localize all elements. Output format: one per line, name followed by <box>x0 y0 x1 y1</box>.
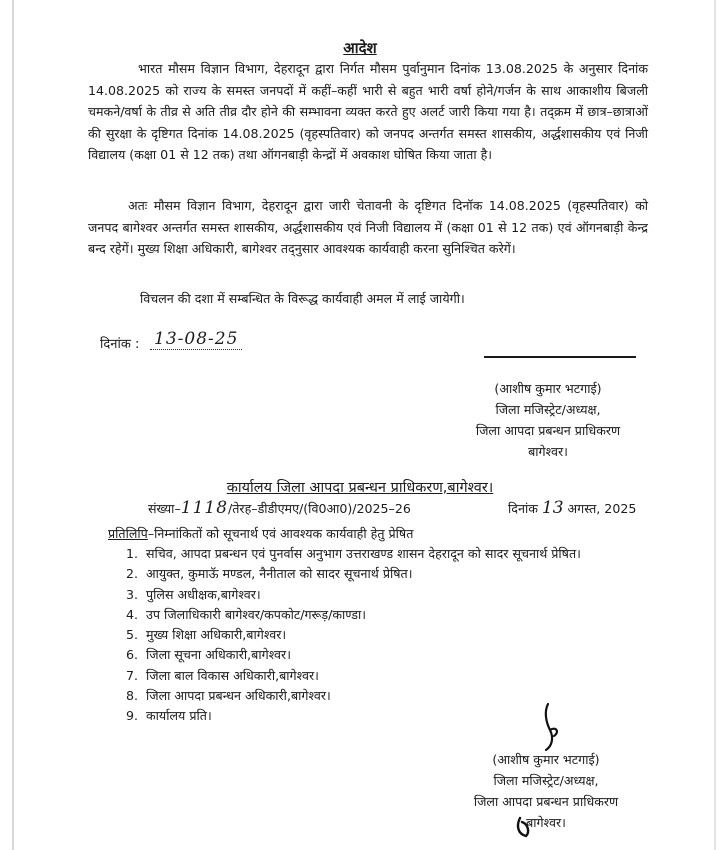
list-item <box>100 625 581 645</box>
item-number: 2. <box>125 566 138 582</box>
copy-label: प्रतिलिपि <box>108 526 148 541</box>
handwritten-initial-mark <box>512 812 536 842</box>
signatory-name: (आशीष कुमार भटगाई) <box>494 381 602 396</box>
page-edge-right <box>714 0 716 850</box>
list-item <box>100 686 581 706</box>
recipient-list <box>100 544 581 727</box>
signatory-authority: जिला आपदा प्रबन्धन प्राधिकरण <box>473 794 619 809</box>
item-text: जिला आपदा प्रबन्धन अधिकारी,बागेश्वर। <box>146 688 331 704</box>
ref-rest: /तेरह–डीडीएमए/(वि0आ0)/2025–26 <box>228 501 411 516</box>
handwritten-signature-mark <box>530 700 570 756</box>
list-item <box>100 585 581 605</box>
signatory-block-2 <box>446 749 646 833</box>
item-number: 9. <box>125 708 138 724</box>
reference-date <box>508 498 636 518</box>
item-text: उप जिलाधिकारी बागेश्वर/कपकोट/गरूड़/काण्डा। <box>146 606 367 622</box>
ref-date-rest: अगस्त, 2025 <box>567 501 637 516</box>
item-number: 4. <box>125 606 138 622</box>
copy-text: –निम्नांकितों को सूचनार्थ एवं आवश्यक कार्यवाही हेतु प्रेषित <box>147 526 414 541</box>
list-item <box>100 666 581 686</box>
signature-line <box>484 356 636 358</box>
signatory-designation: जिला मजिस्ट्रेट/अध्यक्ष, <box>493 773 599 788</box>
signatory-designation: जिला मजिस्ट्रेट/अध्यक्ष, <box>495 402 601 417</box>
item-number: 6. <box>125 647 138 663</box>
item-text: मुख्य शिक्षा अधिकारी,बागेश्वर। <box>146 627 287 643</box>
order-paragraph-1: भारत मौसम विज्ञान विभाग, देहरादून द्वारा निर्गत मौसम पुर्वानुमान दिनांक 13.08.2025 के अनुसार दिनांक 14.08.2025 को राज्य के समस्त जनपदों में कहीं–कहीं भारी से बहुत भारी वर्षा होने/गर्जन के साथ आकाशीय बिजली चमकने/वर्षा के तीव्र से अति तीव्र दौर होने की सम्भावना व्यक्त करते हुए अलर्ट जारी किया गया है। तद्क्रम में छात्र–छात्राओं की सुरक्षा के दृष्टिगत दिनांक 14.08.2025 (वृहस्पतिवार) को जनपद अन्तर्गत समस्त शासकीय, अर्द्धशासकीय एवं निजी विद्यालय (कक्षा 01 से 12 तक) तथा ऑगनबाड़ी केन्द्रों में अवकाश घोषित किया जाता है। <box>88 61 648 162</box>
list-item <box>100 706 581 726</box>
item-text: कार्यालय प्रति। <box>146 708 212 724</box>
signatory-authority: जिला आपदा प्रबन्धन प्राधिकरण <box>475 423 621 438</box>
list-item <box>100 645 581 665</box>
item-text: जिला बाल विकास अधिकारी,बागेश्वर। <box>146 667 319 683</box>
item-number: 5. <box>125 627 138 643</box>
signatory-place: बागेश्वर। <box>526 815 566 830</box>
office-title: कार्यालय जिला आपदा प्रबन्धन प्राधिकरण,बागेश्वर। <box>226 480 494 496</box>
list-item <box>100 544 581 564</box>
item-number: 7. <box>125 667 138 683</box>
signatory-name: (आशीष कुमार भटगाई) <box>492 752 600 767</box>
item-text: जिला सूचना अधिकारी,बागेश्वर। <box>146 647 291 663</box>
order-date-handwritten: 13-08-25 <box>150 329 242 350</box>
ref-number-handwritten: 1118 <box>180 498 229 518</box>
ref-label: संख्या– <box>148 501 181 516</box>
item-number: 1. <box>125 546 138 561</box>
order-paragraph-2: अतः मौसम विज्ञान विभाग, देहरादून द्वारा जारी चेतावनी के दृष्टिगत दिनॉक 14.08.2025 (वृहस्पतिवार) को जनपद बागेश्वर अन्तर्गत समस्त शासकीय, अर्द्धशासकीय एवं निजी विद्यालय में (कक्षा 01 से 12 तक) एवं ऑगनबाड़ी केन्द्र बन्द रहेगें। मुख्य शिक्षा अधिकारी, बागेश्वर तद्नुसार आवश्यक कार्यवाही करना सुनिश्चित करेगें। <box>88 198 648 256</box>
item-text: पुलिस अधीक्षक,बागेश्वर। <box>146 586 261 602</box>
signatory-place: बागेश्वर। <box>528 444 568 459</box>
signatory-block-1 <box>448 378 648 462</box>
order-paragraph-3: विचलन की दशा में सम्बन्धित के विरूद्ध कार्यवाही अमल में लाई जायेगी। <box>140 291 465 306</box>
list-item <box>100 564 581 584</box>
item-number: 8. <box>125 688 138 704</box>
order-date-label: दिनांक : <box>100 337 140 352</box>
item-number: 3. <box>125 586 138 602</box>
item-text: आयुक्त, कुमाऊॅ मण्डल, नैनीताल को सादर सूचनार्थ प्रेषित। <box>146 566 413 582</box>
ref-date-label: दिनांक <box>508 501 538 516</box>
page-edge-left <box>12 0 14 850</box>
item-text: सचिव, आपदा प्रबन्धन एवं पुनर्वास अनुभाग उत्तराखण्ड शासन देहरादून को सादर सूचनार्थ प्रेषित। <box>146 546 581 561</box>
ref-date-day-handwritten: 13 <box>541 498 564 518</box>
list-item <box>100 605 581 625</box>
copy-heading <box>108 525 413 542</box>
order-title: आदेश <box>343 39 377 57</box>
reference-number <box>148 498 411 518</box>
